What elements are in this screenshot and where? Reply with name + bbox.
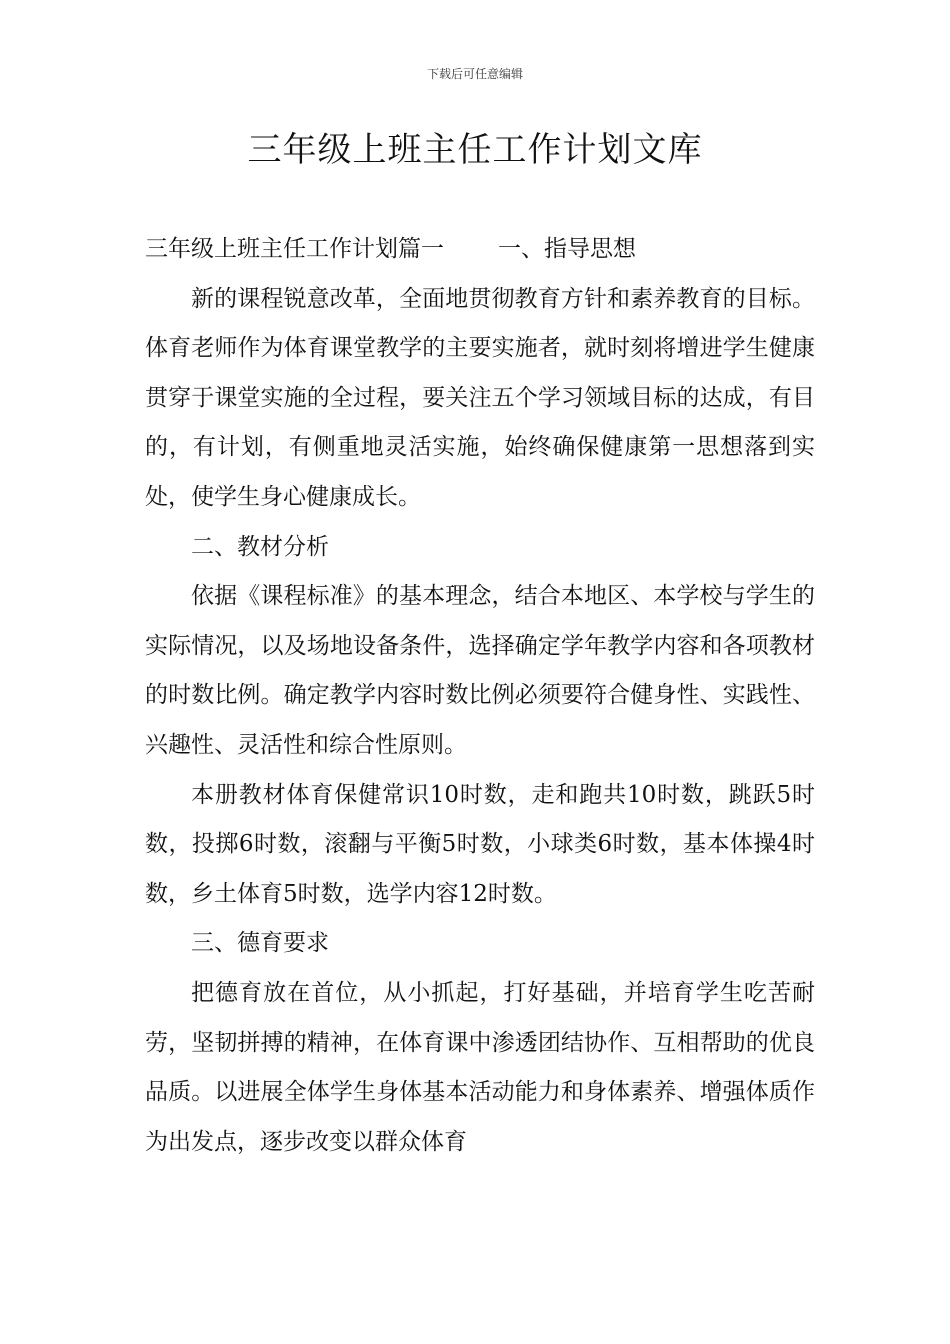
document-body xyxy=(145,225,815,1167)
paragraph: 依据《课程标准》的基本理念，结合本地区、本学校与学生的实际情况，以及场地设备条件，选择确定学年教学内容和各项教材的时数比例。确定教学内容时数比例必须要符合健身性、实践性、兴趣性、灵活性和综合性原则。 xyxy=(145,583,815,758)
paragraph: 本册教材体育保健常识10时数，走和跑共10时数，跳跃5时数，投掷6时数，滚翻与平衡5时数，小球类6时数，基本体操4时数，乡土体育5时数，选学内容12时数。 xyxy=(145,781,815,907)
paragraph: 把德育放在首位，从小抓起，打好基础，并培育学生吃苦耐劳，坚韧拼搏的精神，在体育课中渗透团结协作、互相帮助的优良品质。以进展全体学生身体基本活动能力和身体素养、增强体质作为出发点，逐步改变以群众体育 xyxy=(145,979,815,1155)
section-heading-guiding-ideology: 一、指导思想 xyxy=(498,236,636,262)
intro-line xyxy=(145,225,815,275)
document-title: 三年级上班主任工作计划文库 xyxy=(247,130,703,170)
header-note: 下载后可任意编辑 xyxy=(426,67,523,81)
section-heading-textbook-analysis: 二、教材分析 xyxy=(191,533,329,560)
paragraph: 新的课程锐意改革，全面地贯彻教育方针和素养教育的目标。体育老师作为体育课堂教学的主要实施者，就时刻将增进学生健康贯穿于课堂实施的全过程，要关注五个学习领域目标的达成，有目的，有计划，有侧重地灵活实施，始终确保健康第一思想落到实处，使学生身心健康成长。 xyxy=(145,285,815,510)
section-series-title: 三年级上班主任工作计划篇一 xyxy=(145,236,444,262)
section-heading-moral-education: 三、德育要求 xyxy=(191,930,329,957)
